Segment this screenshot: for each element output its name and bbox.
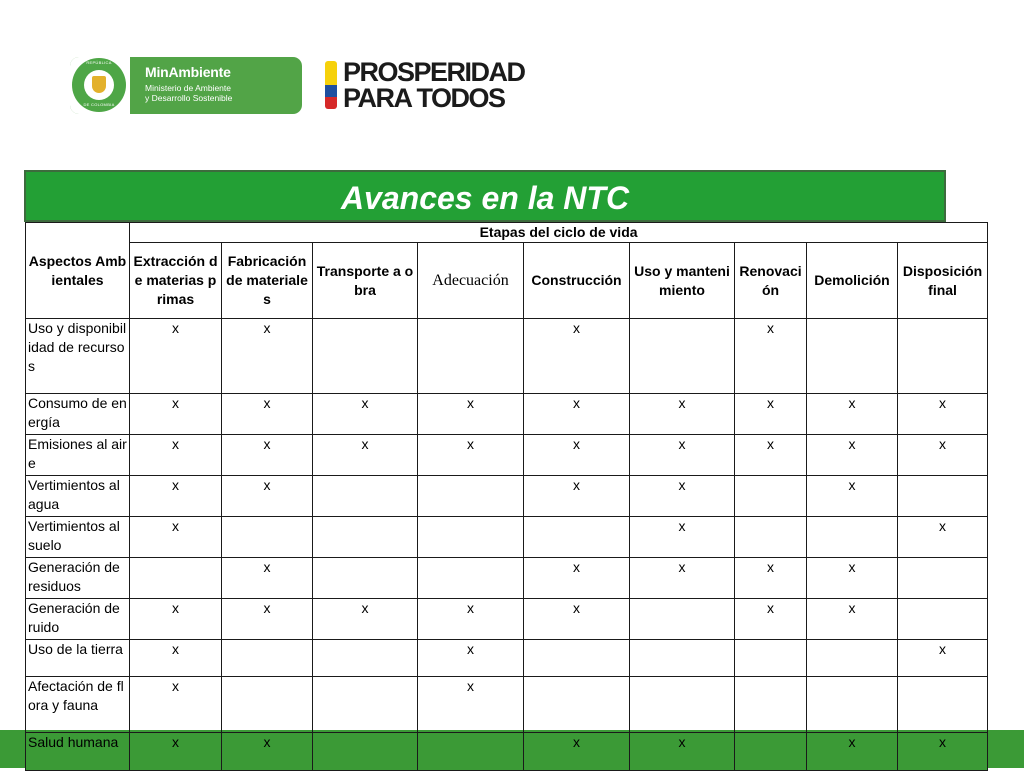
mark-cell <box>418 517 524 558</box>
mark-cell: x <box>222 394 313 435</box>
mark-cell <box>807 640 898 677</box>
stage-header: Fabricación de materiales <box>222 243 313 319</box>
mark-cell: x <box>222 319 313 394</box>
mark-cell <box>524 640 630 677</box>
table-row <box>26 319 988 394</box>
stage-header: Uso y mantenimiento <box>630 243 735 319</box>
colombia-flag-icon <box>325 61 337 109</box>
mark-cell <box>313 640 418 677</box>
mark-cell: x <box>524 599 630 640</box>
mark-cell: x <box>524 733 630 771</box>
mark-cell: x <box>807 435 898 476</box>
mark-cell <box>313 517 418 558</box>
mark-cell <box>898 677 988 733</box>
mark-cell: x <box>130 435 222 476</box>
mark-cell: x <box>222 599 313 640</box>
table-row <box>26 394 988 435</box>
mark-cell: x <box>735 435 807 476</box>
mark-cell: x <box>418 394 524 435</box>
aspect-cell: Salud humana <box>26 733 130 771</box>
mark-cell: x <box>418 599 524 640</box>
aspect-cell: Uso y disponibilidad de recursos <box>26 319 130 394</box>
mark-cell: x <box>630 435 735 476</box>
mark-cell <box>807 319 898 394</box>
mark-cell <box>807 677 898 733</box>
mark-cell: x <box>630 733 735 771</box>
mark-cell <box>898 476 988 517</box>
mark-cell: x <box>130 476 222 517</box>
mark-cell: x <box>807 599 898 640</box>
mark-cell: x <box>807 476 898 517</box>
aspect-cell: Emisiones al aire <box>26 435 130 476</box>
mark-cell: x <box>418 640 524 677</box>
minambiente-logo <box>70 57 302 114</box>
mark-cell <box>222 517 313 558</box>
mark-cell <box>313 319 418 394</box>
mark-cell: x <box>735 319 807 394</box>
slogan-line-1: PROSPERIDAD <box>343 57 525 87</box>
aspect-cell: Afectación de flora y fauna <box>26 677 130 733</box>
mark-cell <box>630 599 735 640</box>
mark-cell <box>222 640 313 677</box>
stage-header: Extracción de materias primas <box>130 243 222 319</box>
mark-cell: x <box>898 640 988 677</box>
mark-cell <box>418 319 524 394</box>
aspect-cell: Generación de ruido <box>26 599 130 640</box>
prosperidad-logo <box>325 59 540 115</box>
seal-text-bottom: DE COLOMBIA <box>83 102 115 107</box>
mark-cell: x <box>418 677 524 733</box>
mark-cell: x <box>524 319 630 394</box>
mark-cell <box>222 677 313 733</box>
mark-cell: x <box>313 394 418 435</box>
mark-cell: x <box>735 394 807 435</box>
table-row <box>26 733 988 771</box>
shield-icon <box>92 76 106 93</box>
mark-cell: x <box>898 733 988 771</box>
mark-cell: x <box>735 599 807 640</box>
stage-header-row <box>26 243 988 319</box>
mark-cell: x <box>130 319 222 394</box>
seal-center <box>84 70 114 100</box>
ministry-subtitle <box>145 83 295 103</box>
mark-cell: x <box>630 394 735 435</box>
mark-cell: x <box>313 435 418 476</box>
mark-cell <box>313 733 418 771</box>
mark-cell <box>898 599 988 640</box>
stage-header: Adecuación <box>418 243 524 319</box>
mark-cell: x <box>222 476 313 517</box>
table-row <box>26 435 988 476</box>
mark-cell <box>630 640 735 677</box>
mark-cell: x <box>630 558 735 599</box>
mark-cell: x <box>524 394 630 435</box>
aspect-cell: Uso de la tierra <box>26 640 130 677</box>
mark-cell: x <box>222 435 313 476</box>
mark-cell <box>418 476 524 517</box>
stage-header: Transporte a obra <box>313 243 418 319</box>
mark-cell <box>898 558 988 599</box>
stage-header: Disposición final <box>898 243 988 319</box>
mark-cell: x <box>630 476 735 517</box>
ministry-subtitle-line-1: Ministerio de Ambiente <box>145 83 231 93</box>
ministry-name: MinAmbiente <box>145 64 231 80</box>
mark-cell: x <box>130 733 222 771</box>
mark-cell: x <box>130 677 222 733</box>
mark-cell: x <box>524 435 630 476</box>
mark-cell: x <box>807 558 898 599</box>
mark-cell: x <box>898 435 988 476</box>
flag-yellow-stripe <box>325 61 337 85</box>
mark-cell: x <box>313 599 418 640</box>
mark-cell: x <box>222 733 313 771</box>
lifecycle-header: Etapas del ciclo de vida <box>130 223 988 243</box>
mark-cell <box>418 558 524 599</box>
ministry-subtitle-line-2: y Desarrollo Sostenible <box>145 93 233 103</box>
table-row <box>26 599 988 640</box>
mark-cell <box>735 640 807 677</box>
aspects-table <box>25 222 988 771</box>
mark-cell: x <box>630 517 735 558</box>
mark-cell <box>630 319 735 394</box>
mark-cell <box>418 733 524 771</box>
stage-header: Renovación <box>735 243 807 319</box>
mark-cell <box>524 677 630 733</box>
slogan-line-2: PARA TODOS <box>343 83 505 113</box>
aspect-cell: Vertimientos al agua <box>26 476 130 517</box>
seal-text-top: REPÚBLICA <box>86 60 112 65</box>
mark-cell <box>735 476 807 517</box>
mark-cell: x <box>130 394 222 435</box>
mark-cell: x <box>418 435 524 476</box>
table-row <box>26 677 988 733</box>
mark-cell <box>735 733 807 771</box>
table-row <box>26 476 988 517</box>
mark-cell: x <box>898 394 988 435</box>
mark-cell <box>735 677 807 733</box>
mark-cell <box>313 558 418 599</box>
mark-cell <box>130 558 222 599</box>
table-group-header-row <box>26 223 988 243</box>
mark-cell: x <box>524 476 630 517</box>
stage-header: Construcción <box>524 243 630 319</box>
mark-cell <box>313 476 418 517</box>
aspect-cell: Vertimientos al suelo <box>26 517 130 558</box>
table-row <box>26 640 988 677</box>
table-row <box>26 517 988 558</box>
slide-title: Avances en la NTC <box>24 170 946 222</box>
aspect-cell: Consumo de energía <box>26 394 130 435</box>
mark-cell <box>524 517 630 558</box>
mark-cell <box>898 319 988 394</box>
colombia-seal-icon <box>72 58 126 112</box>
mark-cell: x <box>807 733 898 771</box>
mark-cell <box>807 517 898 558</box>
flag-blue-stripe <box>325 85 337 97</box>
mark-cell <box>313 677 418 733</box>
mark-cell: x <box>524 558 630 599</box>
mark-cell: x <box>130 517 222 558</box>
aspect-cell: Generación de residuos <box>26 558 130 599</box>
mark-cell: x <box>735 558 807 599</box>
mark-cell: x <box>898 517 988 558</box>
table-body <box>26 319 988 771</box>
aspects-header: Aspectos Ambientales <box>26 223 130 319</box>
seal-backdrop <box>70 57 130 114</box>
mark-cell: x <box>222 558 313 599</box>
flag-red-stripe <box>325 97 337 109</box>
mark-cell <box>735 517 807 558</box>
stage-header: Demolición <box>807 243 898 319</box>
mark-cell: x <box>130 599 222 640</box>
mark-cell: x <box>807 394 898 435</box>
table-row <box>26 558 988 599</box>
mark-cell: x <box>130 640 222 677</box>
mark-cell <box>630 677 735 733</box>
